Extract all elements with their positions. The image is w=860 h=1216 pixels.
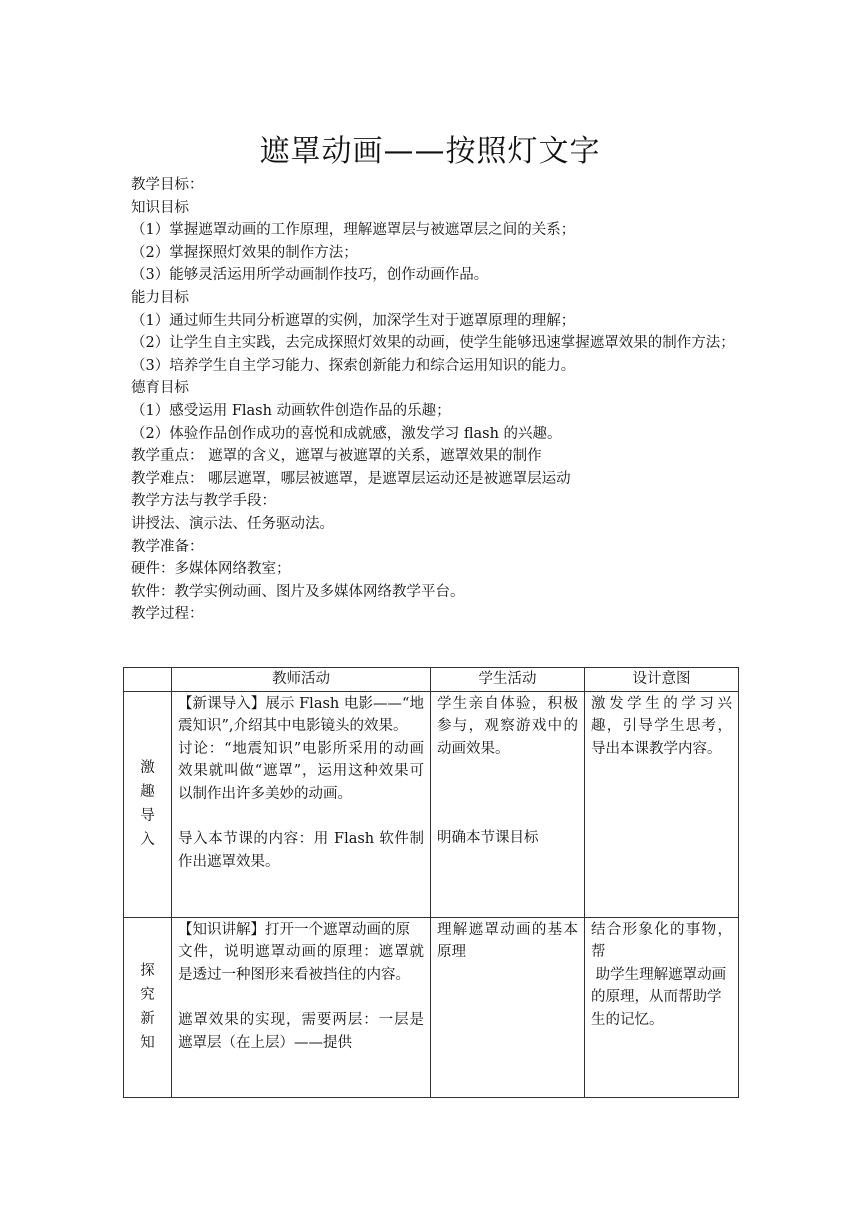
teacher-paragraph: 【新课导入】展示 Flash 电影——“地震知识”,介绍其中电影镜头的效果。 <box>178 695 424 735</box>
header-cell-intent: 设计意图 <box>585 668 739 692</box>
spacer <box>437 760 578 827</box>
header-cell-teacher: 教师活动 <box>172 668 431 692</box>
student-activity-cell <box>431 691 585 917</box>
intro-line: 能力目标 <box>131 289 189 306</box>
intro-line: 教学准备： <box>131 538 204 555</box>
header-cell-student: 学生活动 <box>431 668 585 692</box>
teacher-activity-cell <box>172 917 431 1097</box>
intro-line: （2）让学生自主实践，去完成探照灯效果的动画，使学生能够迅速掌握遮罩效果的制作方法； <box>131 335 735 352</box>
lesson-intro <box>131 174 741 626</box>
intro-line: （2）掌握探照灯效果的制作方法； <box>131 244 358 261</box>
student-activity-cell <box>431 917 585 1097</box>
teacher-activity-cell <box>172 691 431 917</box>
teacher-paragraph: 【知识讲解】打开一个遮罩动画的原 <box>178 921 410 938</box>
stage-char: 趣 <box>140 784 155 801</box>
table-header-row <box>124 668 739 692</box>
intro-line: 教学过程： <box>131 606 204 623</box>
header-cell-stage <box>124 668 172 692</box>
intro-line: 软件：教学实例动画、图片及多媒体网络教学平台。 <box>131 583 465 600</box>
teacher-paragraph: 文件，说明遮罩动画的原理：遮罩就是透过一种图形来看被挡住的内容。 <box>178 944 424 983</box>
design-intent-cell <box>585 691 739 917</box>
intro-line: 讲授法、演示法、任务驱动法。 <box>131 515 334 532</box>
stage-cell <box>124 917 172 1097</box>
blank-line <box>178 986 424 1009</box>
teacher-paragraph: 遮罩效果的实现，需要两层：一层是遮罩层（在上层）——提供 <box>178 1011 424 1051</box>
table-row <box>124 691 739 917</box>
blank-line <box>178 806 424 829</box>
intro-line: 硬件：多媒体网络教室； <box>131 561 291 578</box>
teacher-paragraph: 讨论：“地震知识”电影所采用的动画效果就叫做“遮罩”，运用这种效果可以制作出许多美妙的动画。 <box>178 740 424 802</box>
stage-char: 知 <box>140 1035 155 1052</box>
intro-line: 德育目标 <box>131 380 189 397</box>
design-intent-cell <box>585 917 739 1097</box>
stage-char: 究 <box>140 987 155 1004</box>
stage-char: 激 <box>140 760 155 777</box>
student-paragraph: 理解遮罩动画的基本原理 <box>437 921 578 961</box>
intro-line: （3）能够灵活运用所学动画制作技巧，创作动画作品。 <box>131 267 489 284</box>
student-paragraph: 明确本节课目标 <box>437 830 539 847</box>
teaching-process-table <box>123 667 739 1098</box>
stage-cell <box>124 691 172 917</box>
intro-line: （2）体验作品创作成功的喜悦和成就感，激发学习 flash 的兴趣。 <box>131 425 562 442</box>
table-row <box>124 917 739 1097</box>
intro-line: （1）通过师生共同分析遮罩的实例，加深学生对于遮罩原理的理解； <box>131 312 576 329</box>
intro-line: 教学重点： 遮罩的含义，遮罩与被遮罩的关系，遮罩效果的制作 <box>131 448 542 465</box>
stage-char: 新 <box>140 1011 155 1028</box>
intent-paragraph: 助学生理解遮罩动画的原理，从而帮助学生的记忆。 <box>591 966 727 1028</box>
intent-paragraph: 结合形象化的事物，帮 <box>591 921 732 961</box>
intro-line: 知识目标 <box>131 199 189 216</box>
stage-char: 探 <box>140 963 155 980</box>
stage-char: 导 <box>140 808 155 825</box>
intro-line: 教学目标： <box>131 177 204 193</box>
intro-line: 教学难点： 哪层遮罩，哪层被遮罩，是遮罩层运动还是被遮罩层运动 <box>131 470 571 487</box>
student-paragraph: 学生亲自体验，积极参与，观察游戏中的动画效果。 <box>437 695 578 757</box>
intro-line: （3）培养学生自主学习能力、探索创新能力和综合运用知识的能力。 <box>131 357 576 374</box>
document-title: 遮罩动画——按照灯文字 <box>259 134 601 169</box>
intro-line: （1）感受运用 Flash 动画软件创造作品的乐趣； <box>131 402 451 419</box>
stage-char: 入 <box>140 832 155 849</box>
teacher-paragraph: 导入本节课的内容：用 Flash 软件制作出遮罩效果。 <box>178 831 424 870</box>
intro-line: 教学方法与教学手段： <box>131 493 276 510</box>
intent-paragraph: 激发学生的学习兴趣，引导学生思考，导出本课教学内容。 <box>591 695 732 757</box>
intro-line: （1）掌握遮罩动画的工作原理，理解遮罩层与被遮罩层之间的关系； <box>131 222 576 239</box>
